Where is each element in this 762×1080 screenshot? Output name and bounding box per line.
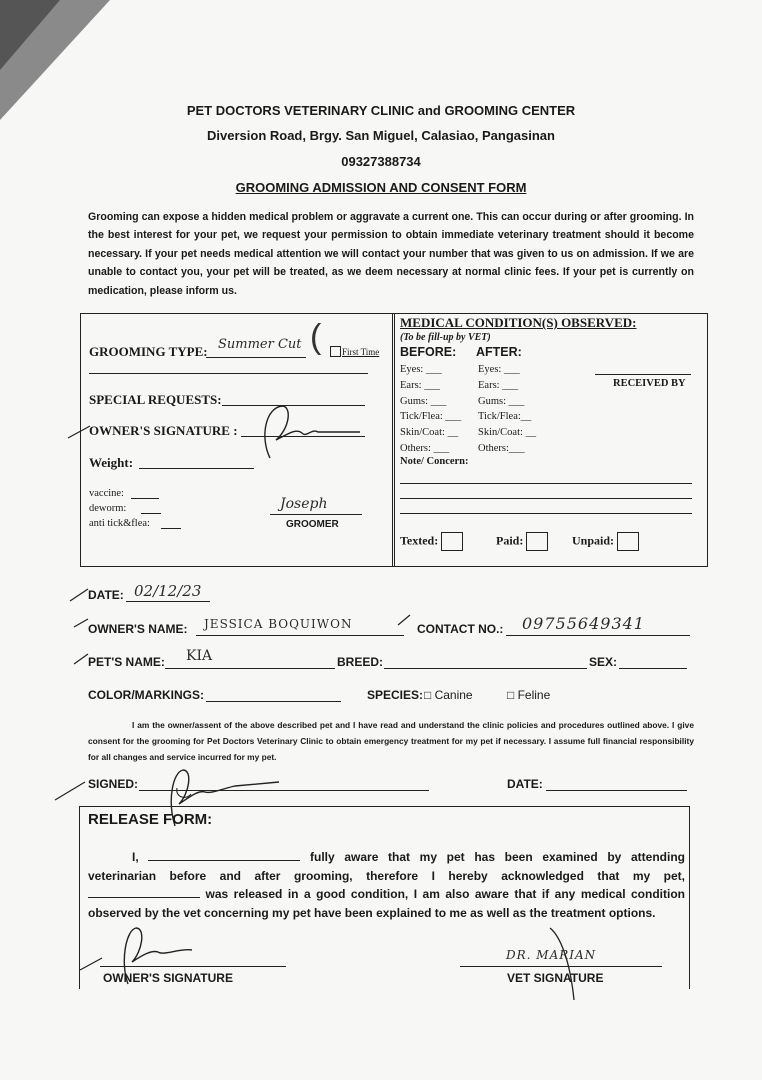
owner-name-line xyxy=(196,635,404,636)
unpaid-checkbox[interactable] xyxy=(617,532,639,551)
received-by-label: RECEIVED BY xyxy=(613,378,686,389)
intro-paragraph: Grooming can expose a hidden medical problem or aggravate a current one. This can occur during or after grooming. In the best interest for your pet, we request your permission to obtain immediate veterinary treatment should it become necessary. If your pet needs medical attention we will contact your number that was given to us on admission. If we are unable to contact you, your pet will be treated, as we deem necessary at normal clinic fees. If your pet is currently on medication, please inform us. xyxy=(88,211,694,297)
signed-line[interactable] xyxy=(139,790,429,791)
contact-label: CONTACT NO.: xyxy=(417,622,504,636)
breed-label: BREED: xyxy=(337,655,384,669)
contact-value[interactable]: 09755649341 xyxy=(522,614,645,633)
note-line-3[interactable] xyxy=(400,513,692,514)
texted-field xyxy=(400,532,463,551)
owner-sig-label: OWNER'S SIGNATURE xyxy=(103,971,233,985)
owner-signature-label: OWNER'S SIGNATURE : xyxy=(89,423,238,438)
breed-line[interactable] xyxy=(384,668,587,669)
before-list: Eyes: ___ Ears: ___ Gums: ___ Tick/Flea: ___ Skin/Coat: __ Others: ___ xyxy=(400,364,462,454)
vet-sig-value: DR. MARIAN xyxy=(506,948,597,962)
release-i-label: I, xyxy=(132,850,139,864)
groomer-label: GROOMER xyxy=(286,519,339,530)
species-label: SPECIES: xyxy=(367,688,424,702)
release-title: RELEASE FORM: xyxy=(88,811,213,828)
pet-name-value[interactable]: KIA xyxy=(186,648,213,664)
vaccine-label: vaccine: xyxy=(89,488,124,499)
after-gums: Gums: xyxy=(478,395,507,407)
signed-label: SIGNED: xyxy=(88,777,139,791)
form-title: GROOMING ADMISSION AND CONSENT FORM xyxy=(235,180,527,195)
unpaid-label: Unpaid: xyxy=(572,533,615,548)
first-time-checkbox[interactable] xyxy=(330,346,341,357)
release-owner-name-line[interactable] xyxy=(148,848,300,861)
texted-label: Texted: xyxy=(400,533,439,548)
special-requests-label: SPECIAL REQUESTS: xyxy=(89,392,222,407)
after-eyes: Eyes: xyxy=(478,364,502,375)
note-label: Note/ Concern: xyxy=(400,456,469,467)
before-label: BEFORE: xyxy=(400,345,457,359)
clinic-name: PET DOCTORS VETERINARY CLINIC and GROOMING CENTER xyxy=(186,103,576,118)
feline-option[interactable]: □ Feline xyxy=(507,688,551,702)
sex-label: SEX: xyxy=(589,655,618,669)
sex-line[interactable] xyxy=(619,668,687,669)
grooming-type-line-2 xyxy=(89,373,368,374)
handwritten-bracket: ( xyxy=(310,318,322,356)
anti-tick-label: anti tick&flea: xyxy=(89,518,150,529)
owner-sig-line[interactable] xyxy=(100,966,286,967)
medical-subtitle: (To be fill-up by VET) xyxy=(400,332,491,343)
check-mark-contact xyxy=(396,611,416,631)
color-line[interactable] xyxy=(206,701,341,702)
clinic-phone: 09327388734 xyxy=(341,154,421,169)
consent-paragraph: I am the owner/assent of the above described pet and I have read and understand the clinic policies and procedures outlined above. I give consent for the grooming for Pet Doctors Veterinary Clinic to obtain emergency treatment for my pet if necessary. I assume full financial responsibility for all changes and service incurred for my pet. xyxy=(88,720,694,762)
groomer-line xyxy=(270,514,362,515)
grooming-type-line xyxy=(206,357,306,358)
consent-date-label: DATE: xyxy=(507,777,543,791)
before-tick: Tick/Flea: xyxy=(400,411,443,423)
date-line xyxy=(126,601,210,602)
vet-signature-mark xyxy=(530,920,610,1010)
paid-field xyxy=(496,532,548,551)
unpaid-field xyxy=(572,532,639,551)
medical-title: MEDICAL CONDITION(S) OBSERVED: xyxy=(400,315,637,330)
anti-tick-line[interactable] xyxy=(161,528,181,529)
after-skin: Skin/Coat: xyxy=(478,427,523,439)
note-line-1[interactable] xyxy=(400,483,692,484)
release-paragraph xyxy=(88,848,685,922)
paid-label: Paid: xyxy=(496,533,524,548)
after-ears: Ears: xyxy=(478,379,500,391)
grooming-type-value[interactable]: Summer Cut xyxy=(218,337,302,352)
paid-checkbox[interactable] xyxy=(526,532,548,551)
canine-option[interactable]: □ Canine xyxy=(424,688,473,702)
texted-checkbox[interactable] xyxy=(441,532,463,551)
scan-corner-dark xyxy=(0,0,60,70)
weight-line[interactable] xyxy=(139,468,254,469)
note-line-2[interactable] xyxy=(400,498,692,499)
before-skin: Skin/Coat: xyxy=(400,427,445,439)
release-text-1: fully aware that my pet has been examined by attending veterinarian before and after grooming, therefore I hereby acknowledged that my pet, xyxy=(88,850,685,883)
before-others: Others: xyxy=(400,442,431,454)
pet-name-line xyxy=(165,668,335,669)
first-time-label: First Time xyxy=(342,347,380,357)
release-text-2: was released in a good condition, I am also aware that if any medical condition observed by the vet concerning my pet have been explained to me as well as the treatment options. xyxy=(88,887,685,920)
after-others: Others: xyxy=(478,442,509,454)
deworm-label: deworm: xyxy=(89,503,127,514)
after-list: Eyes: ___ Ears: ___ Gums: ___ Tick/Flea:__ Skin/Coat: __ Others:___ xyxy=(478,364,537,454)
owner-name-label: OWNER'S NAME: xyxy=(88,622,188,636)
deworm-line[interactable] xyxy=(141,513,161,514)
after-tick: Tick/Flea: xyxy=(478,411,521,423)
contact-line xyxy=(506,635,690,636)
vet-sig-line[interactable] xyxy=(460,966,662,967)
before-ears: Ears: xyxy=(400,379,422,391)
after-label: AFTER: xyxy=(476,345,522,359)
vet-sig-label: VET SIGNATURE xyxy=(507,971,604,985)
before-gums: Gums: xyxy=(400,395,429,407)
vaccine-line[interactable] xyxy=(131,498,159,499)
release-pet-name-line[interactable] xyxy=(88,885,200,898)
date-value[interactable]: 02/12/23 xyxy=(134,582,202,600)
color-label: COLOR/MARKINGS: xyxy=(88,688,204,702)
date-label: DATE: xyxy=(88,588,124,602)
clinic-address: Diversion Road, Brgy. San Miguel, Calasiao, Pangasinan xyxy=(207,128,555,143)
consent-date-line[interactable] xyxy=(546,790,687,791)
received-by-line[interactable] xyxy=(595,374,691,375)
owner-name-value[interactable]: JESSICA BOQUIWON xyxy=(204,617,353,631)
weight-label: Weight: xyxy=(89,455,134,470)
groomer-value: Joseph xyxy=(280,496,328,512)
pet-name-label: PET'S NAME: xyxy=(88,655,165,669)
grooming-type-label: GROOMING TYPE: xyxy=(89,344,208,359)
before-eyes: Eyes: xyxy=(400,364,424,375)
